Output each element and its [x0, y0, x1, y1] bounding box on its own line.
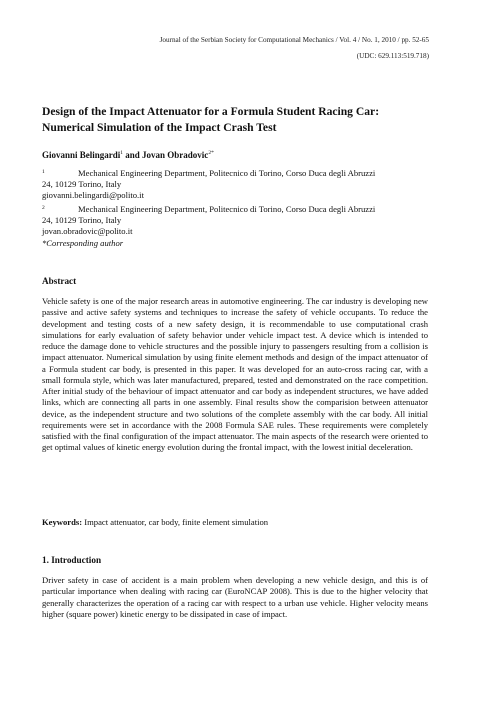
author-2: Jovan Obradovic: [142, 150, 209, 160]
title-line-2: Numerical Simulation of the Impact Crash Test: [42, 121, 277, 134]
udc-code: (UDC: 629.113:519.718): [356, 52, 429, 60]
author-and: and: [123, 150, 143, 160]
affiliation-2-num: 2: [42, 205, 45, 211]
affiliation-2-email[interactable]: jovan.obradovic@polito.it: [42, 226, 133, 237]
introduction-text: Driver safety in case of accident is a main problem when developing a new vehicle design, and this is of particular importance when dealing with racing car (EuroNCAP 2008). This is due to the higher velocity that generally characterizes the operation of a racing car with respect to a urban use vehicle. Higher velocity means higher (square power) kinetic energy to be dissipated in case of impact.: [42, 575, 428, 619]
introduction-heading: 1. Introduction: [42, 555, 102, 565]
affiliation-2-line1: Mechanical Engineering Department, Politecnico di Torino, Corso Duca degli Abruzzi: [78, 204, 376, 214]
keywords-text: Impact attenuator, car body, finite element simulation: [82, 517, 269, 527]
affiliation-1-line1: Mechanical Engineering Department, Politecnico di Torino, Corso Duca degli Abruzzi: [78, 168, 376, 178]
author-1-sup: 1: [120, 150, 124, 156]
affiliation-1: [42, 167, 438, 202]
keywords: [42, 517, 428, 528]
abstract-text: Vehicle safety is one of the major research areas in automotive engineering. The car industry is developing new passive and active safety systems and techniques to increase the safety of vehicle occupants. To reduce the development and testing costs of a new safety design, it is recommendable to use computational crash simulations for early evaluation of safety behavior under vehicle impact test. A device which is intended to reduce the damage done to vehicle structures and the possible injury to passengers resulting from a collision is impact attenuator. Numerical simulation by using finite element methods and design of the impact attenuator of a Formula student car body, is presented in this paper. It was developed for an auto-cross racing car, with a small formula style, which was later manufactured, prepared, tested and demonstrated on the race competition. After initial study of the behaviour of impact attenuator and car body as independent structures, we have added links, which are connecting all parts in one assembly. Final results show the comparision between attenuator device, as the independent structure and two solutions of the complete assembly with the car body. All initial requirements were set in accordance with the 2008 Formula SAE rules. These requirements were completely satisfied with the final configuration of the impact attenuator. The main aspects of the research were oriented to get optimal values of kinetic energy evolution during the frontal impact, with the lowest initial deceleration.: [42, 296, 428, 453]
author-1: Giovanni Belingardi: [42, 150, 121, 160]
title-line-1: Design of the Impact Attenuator for a Formula Student Racing Car:: [42, 105, 380, 118]
affiliation-2-line2: 24, 10129 Torino, Italy: [42, 215, 122, 226]
keywords-label: Keywords:: [42, 517, 83, 527]
affiliation-1-email[interactable]: giovanni.belingardi@polito.it: [42, 190, 144, 201]
corresponding-author-note: *Corresponding author: [42, 237, 124, 248]
affiliation-2: [42, 203, 438, 249]
paper-title: [42, 104, 442, 136]
author-list: [42, 150, 214, 160]
affiliation-1-num: 1: [42, 169, 45, 175]
journal-header: Journal of the Serbian Society for Computational Mechanics / Vol. 4 / No. 1, 2010 / pp. 52-65: [159, 36, 429, 44]
abstract-heading: Abstract: [42, 276, 77, 286]
author-2-sup: 2*: [208, 150, 214, 156]
affiliation-1-line2: 24, 10129 Torino, Italy: [42, 179, 122, 190]
